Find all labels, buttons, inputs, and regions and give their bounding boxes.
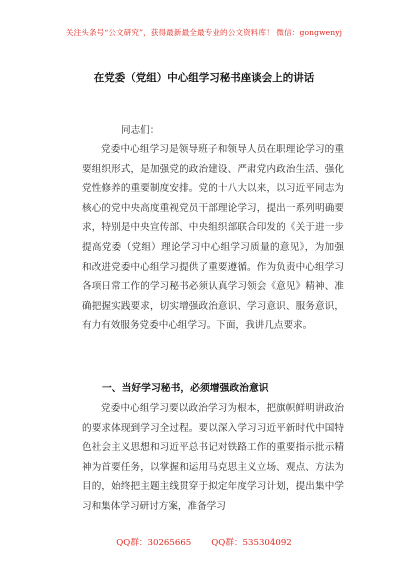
paragraph-text: 党委中心组学习是领导班子和领导人员在职理论学习的重要组织形式，是加强党的政治建设、严肃党内政治生活、强化党性修养的重要制度安排。党的十八大以来，以习近平同志为核心的党中央高度重视党员干部理论学习，提出一系列明确要求，特别是中央宣传部、中央组织部联合印发的《关于进一步提高党委（党组）理论学习中心组学习质量的意见》，为加强和改进党委中心组学习提供了重要遵循。作为负责中心组学习各项日常工作的学习秘书必须认真学习领会《意见》精神、准确把握实践要求，切实增强政治意识、学习意识、服务意识，有力有效服务党委中心组学习。下面，我讲几点要求。	[82, 144, 344, 332]
paragraph-text: 党委中心组学习要以政治学习为根本，把旗帜鲜明讲政治的要求体现到学习全过程。要以深入学习习近平新时代中国特色社会主义思想和习近平总书记对铁路工作的重要指示批示精神为首要任务，以掌握和运用马克思主义立场、观点、方法为目的，始终把主题主线贯穿于拟定年度学习计划，提出集中学习和集体学习研讨方案，准备学习	[82, 403, 344, 512]
paragraph-intro	[82, 140, 344, 336]
paragraph-section-1	[82, 399, 344, 517]
footer-qq-groups	[0, 536, 408, 548]
qq-group-2: QQ群：535304092	[211, 538, 292, 548]
qq-group-1: QQ群：30265665	[116, 538, 192, 548]
section-heading-1: 一、当好学习秘书，必须增强政治意识	[102, 383, 269, 394]
header-promo-note: 关注头条号“公文研究”，获得最新最全最专业的公文资料库！ 微信：gongwenyj	[65, 28, 343, 37]
document-title: 在党委（党组）中心组学习秘书座谈会上的讲话	[93, 72, 315, 84]
salutation: 同志们：	[121, 125, 160, 136]
